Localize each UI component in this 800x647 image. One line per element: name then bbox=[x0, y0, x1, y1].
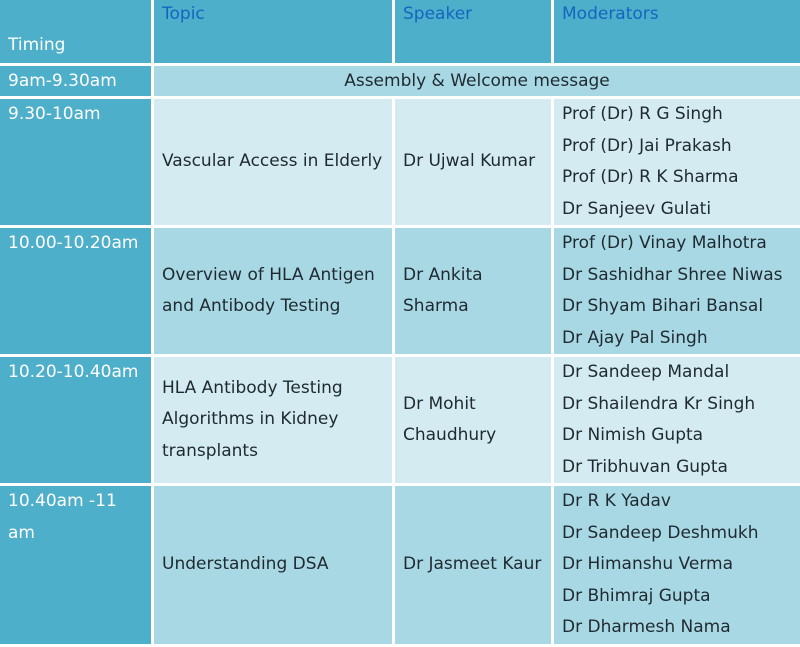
session-row bbox=[0, 486, 800, 647]
moderator: Dr Ajay Pal Singh bbox=[562, 327, 708, 348]
session-topic: Vascular Access in Elderly bbox=[154, 99, 395, 228]
moderator: Prof (Dr) R G Singh bbox=[562, 104, 723, 124]
session-moderators bbox=[554, 228, 800, 357]
moderator: Dr Sandeep Mandal bbox=[562, 362, 730, 382]
header-topic: Topic bbox=[154, 0, 395, 66]
welcome-message: Assembly & Welcome message bbox=[154, 66, 800, 99]
moderator: Dr Sanjeev Gulati bbox=[562, 198, 712, 219]
moderator: Dr Shyam Bihari Bansal bbox=[562, 296, 764, 316]
session-time: 10.20-10.40am bbox=[0, 357, 154, 486]
session-moderators bbox=[554, 486, 800, 647]
session-speaker: Dr Ujwal Kumar bbox=[395, 99, 554, 228]
session-row bbox=[0, 228, 800, 357]
session-time: 10.40am -11 am bbox=[0, 486, 154, 647]
welcome-row bbox=[0, 66, 800, 99]
moderator: Dr Bhimraj Gupta bbox=[562, 585, 711, 606]
moderator: Prof (Dr) Vinay Malhotra bbox=[562, 233, 767, 253]
session-speaker: Dr Mohit Chaudhury bbox=[395, 357, 554, 486]
moderator: Dr Tribhuvan Gupta bbox=[562, 456, 728, 477]
welcome-time: 9am-9.30am bbox=[0, 66, 154, 99]
header-row bbox=[0, 0, 800, 66]
session-speaker: Dr Ankita Sharma bbox=[395, 228, 554, 357]
moderator: Dr Sandeep Deshmukh bbox=[562, 522, 759, 543]
session-speaker: Dr Jasmeet Kaur bbox=[395, 486, 554, 647]
session-topic: Understanding DSA bbox=[154, 486, 395, 647]
header-moderators: Moderators bbox=[554, 0, 800, 66]
moderator: Dr Dharmesh Nama bbox=[562, 617, 731, 637]
session-time: 10.00-10.20am bbox=[0, 228, 154, 357]
header-timing: Timing bbox=[0, 0, 154, 66]
session-time: 9.30-10am bbox=[0, 99, 154, 228]
header-speaker: Speaker bbox=[395, 0, 554, 66]
moderator: Dr Shailendra Kr Singh bbox=[562, 393, 756, 414]
moderator: Dr Himanshu Verma bbox=[562, 554, 733, 574]
session-topic: Overview of HLA Antigen and Antibody Testing bbox=[154, 228, 395, 357]
session-row bbox=[0, 99, 800, 228]
session-row bbox=[0, 357, 800, 486]
session-topic: HLA Antibody Testing Algorithms in Kidney transplants bbox=[154, 357, 395, 486]
moderator: Prof (Dr) R K Sharma bbox=[562, 167, 739, 187]
session-moderators bbox=[554, 357, 800, 486]
moderator: Dr Sashidhar Shree Niwas bbox=[562, 264, 783, 285]
moderator: Prof (Dr) Jai Prakash bbox=[562, 135, 732, 156]
session-moderators bbox=[554, 99, 800, 228]
moderator: Dr R K Yadav bbox=[562, 491, 671, 511]
moderator: Dr Nimish Gupta bbox=[562, 425, 704, 445]
